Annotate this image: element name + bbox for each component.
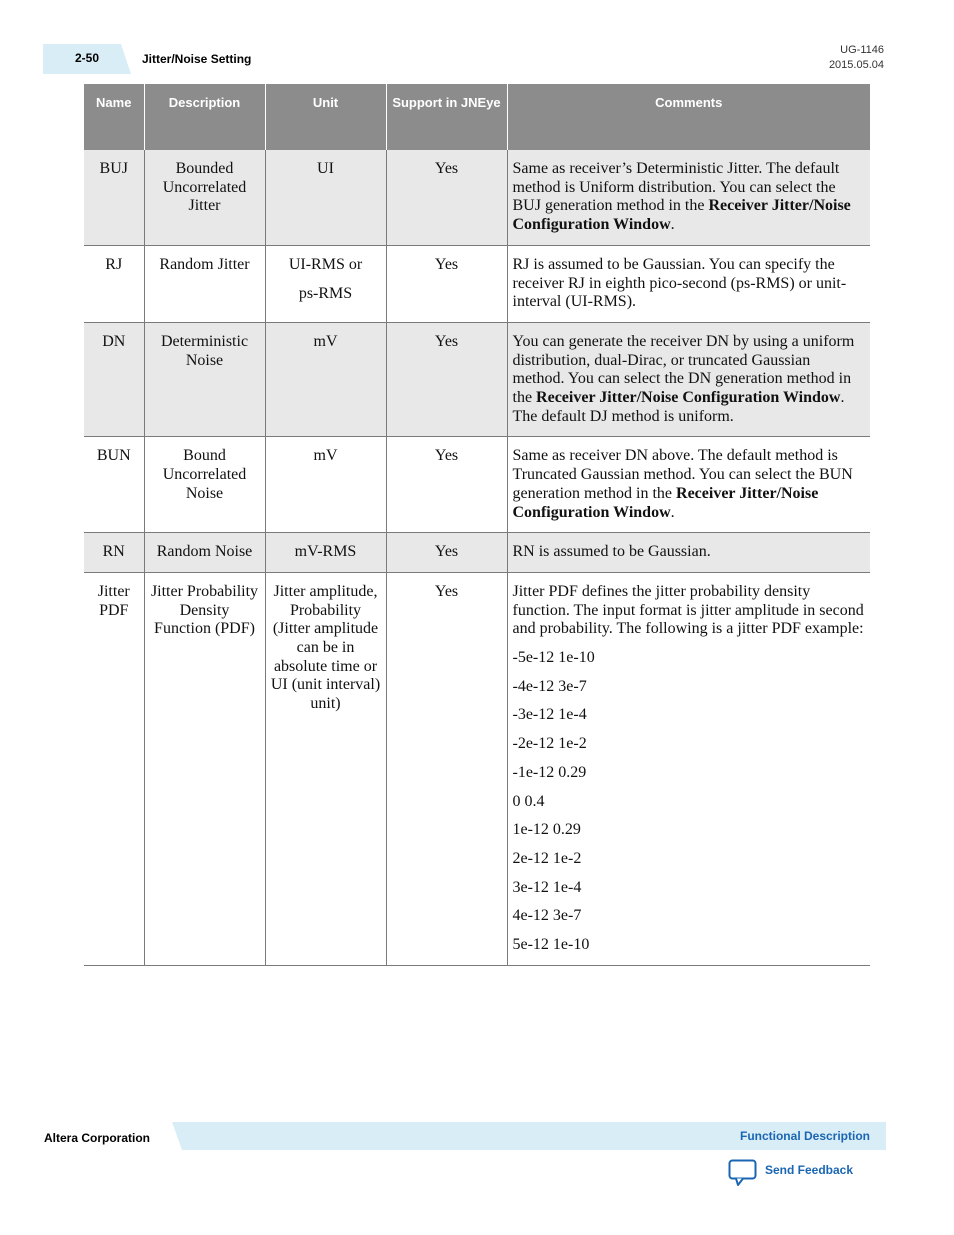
comment-text: RJ is assumed to be Gaussian. You can specify the receiver RJ in eighth pico-second (ps-RMS) or unit-interval (UI-RMS).	[512, 255, 847, 311]
table-header-row	[84, 84, 870, 150]
comment-text: 2e-12 1e-2	[512, 849, 582, 867]
page-number-tab	[43, 44, 131, 74]
comment-paragraph	[513, 821, 866, 840]
comment-emphasis: Receiver Jitter/Noise Configuration Window	[512, 197, 851, 234]
unit-line: mV-RMS	[294, 543, 357, 561]
column-header-comments: Comments	[507, 84, 870, 150]
comment-text: -3e-12 1e-4	[512, 706, 587, 724]
cell-description: Random Jitter	[144, 245, 265, 322]
document-id-block	[829, 43, 884, 73]
comment-paragraph	[513, 793, 866, 812]
comment-paragraph	[513, 583, 866, 639]
cell-description: Deterministic Noise	[144, 322, 265, 437]
comment-paragraph	[513, 764, 866, 783]
cell-name: BUN	[84, 437, 144, 533]
comment-paragraph	[513, 160, 866, 235]
column-header-name: Name	[84, 84, 144, 150]
comment-text: Same as receiver’s Deterministic Jitter. The default method is Uniform distribution. You can select the BUJ generation method in the	[512, 160, 840, 215]
table-row	[84, 437, 870, 533]
comment-paragraph	[513, 649, 866, 668]
comment-text: .	[670, 503, 675, 521]
comment-paragraph	[513, 333, 866, 427]
comment-text: Same as receiver DN above. The default method is Truncated Gaussian method. You can select the BUN generation method in the	[512, 447, 853, 502]
document-id: UG-1146	[840, 44, 884, 56]
cell-description: Jitter Probability Density Function (PDF)	[144, 572, 265, 965]
cell-unit	[265, 245, 386, 322]
unit-line: ps-RMS	[298, 284, 353, 302]
unit-line: mV	[313, 447, 338, 465]
comment-paragraph	[513, 879, 866, 898]
cell-support: Yes	[386, 572, 507, 965]
comment-text: 1e-12 0.29	[512, 821, 581, 839]
page-number: 2-50	[74, 51, 100, 65]
cell-comments	[507, 437, 870, 533]
comment-paragraph	[513, 850, 866, 869]
cell-unit	[265, 572, 386, 965]
comment-text: Jitter PDF defines the jitter probability density function. The input format is jitter amplitude in second and probability. The following is a jitter PDF example:	[512, 582, 864, 638]
table-row	[84, 150, 870, 245]
speech-bubble-icon	[728, 1159, 758, 1187]
cell-support: Yes	[386, 150, 507, 245]
comment-paragraph	[513, 706, 866, 725]
unit-line: Jitter amplitude, Probability (Jitter amplitude can be in absolute time or UI (unit interval) unit)	[270, 582, 381, 713]
comment-text: -4e-12 3e-7	[512, 677, 587, 695]
cell-support: Yes	[386, 245, 507, 322]
column-header-unit: Unit	[265, 84, 386, 150]
unit-line: mV	[313, 332, 338, 350]
cell-support: Yes	[386, 533, 507, 573]
table-row	[84, 533, 870, 573]
cell-comments	[507, 572, 870, 965]
comment-text: 0 0.4	[512, 792, 545, 810]
section-title: Jitter/Noise Setting	[142, 52, 252, 66]
table-row	[84, 322, 870, 437]
comment-paragraph	[513, 678, 866, 697]
comment-text: .	[670, 216, 675, 234]
comment-paragraph	[513, 256, 866, 312]
cell-name: BUJ	[84, 150, 144, 245]
comment-paragraph	[513, 543, 866, 562]
cell-name: RJ	[84, 245, 144, 322]
cell-description: Bound Uncorrelated Noise	[144, 437, 265, 533]
table-row	[84, 245, 870, 322]
column-header-support: Support in JNEye	[386, 84, 507, 150]
unit-line: UI-RMS or	[288, 255, 363, 273]
comment-paragraph	[513, 936, 866, 955]
cell-unit	[265, 437, 386, 533]
chapter-link[interactable]: Functional Description	[739, 1129, 870, 1143]
comment-text: -2e-12 1e-2	[512, 735, 587, 753]
comment-paragraph	[513, 735, 866, 754]
cell-comments	[507, 533, 870, 573]
comment-text: -5e-12 1e-10	[512, 649, 595, 667]
cell-comments	[507, 245, 870, 322]
comment-paragraph	[513, 447, 866, 522]
cell-name: RN	[84, 533, 144, 573]
cell-description: Random Noise	[144, 533, 265, 573]
cell-comments	[507, 150, 870, 245]
comment-emphasis: Receiver Jitter/Noise Configuration Window	[536, 389, 841, 407]
comment-emphasis: Receiver Jitter/Noise Configuration Window	[512, 484, 819, 521]
send-feedback-label: Send Feedback	[765, 1163, 854, 1177]
cell-name: Jitter PDF	[84, 572, 144, 965]
table-row	[84, 572, 870, 965]
comment-text: 5e-12 1e-10	[512, 936, 590, 954]
company-name: Altera Corporation	[44, 1131, 151, 1145]
unit-line: UI	[317, 160, 334, 177]
table-body	[84, 150, 870, 965]
comment-paragraph	[513, 907, 866, 926]
cell-unit	[265, 150, 386, 245]
column-header-description: Description	[144, 84, 265, 150]
document-date: 2015.05.04	[828, 59, 884, 71]
cell-support: Yes	[386, 437, 507, 533]
cell-name: DN	[84, 322, 144, 437]
cell-description: Bounded Uncorrelated Jitter	[144, 150, 265, 245]
comment-text: 3e-12 1e-4	[512, 878, 582, 896]
comment-text: 4e-12 3e-7	[512, 907, 582, 925]
cell-unit	[265, 322, 386, 437]
cell-unit	[265, 533, 386, 573]
comment-text: You can generate the receiver DN by using a uniform distribution, dual-Dirac, or truncated Gaussian method. You can select the DN generation method in the	[512, 332, 855, 407]
comment-text: -1e-12 0.29	[512, 763, 587, 781]
cell-comments	[507, 322, 870, 437]
cell-support: Yes	[386, 322, 507, 437]
comment-text: . The default DJ method is uniform.	[512, 389, 845, 425]
jitter-noise-table	[84, 84, 870, 966]
comment-text: RN is assumed to be Gaussian.	[512, 543, 711, 561]
